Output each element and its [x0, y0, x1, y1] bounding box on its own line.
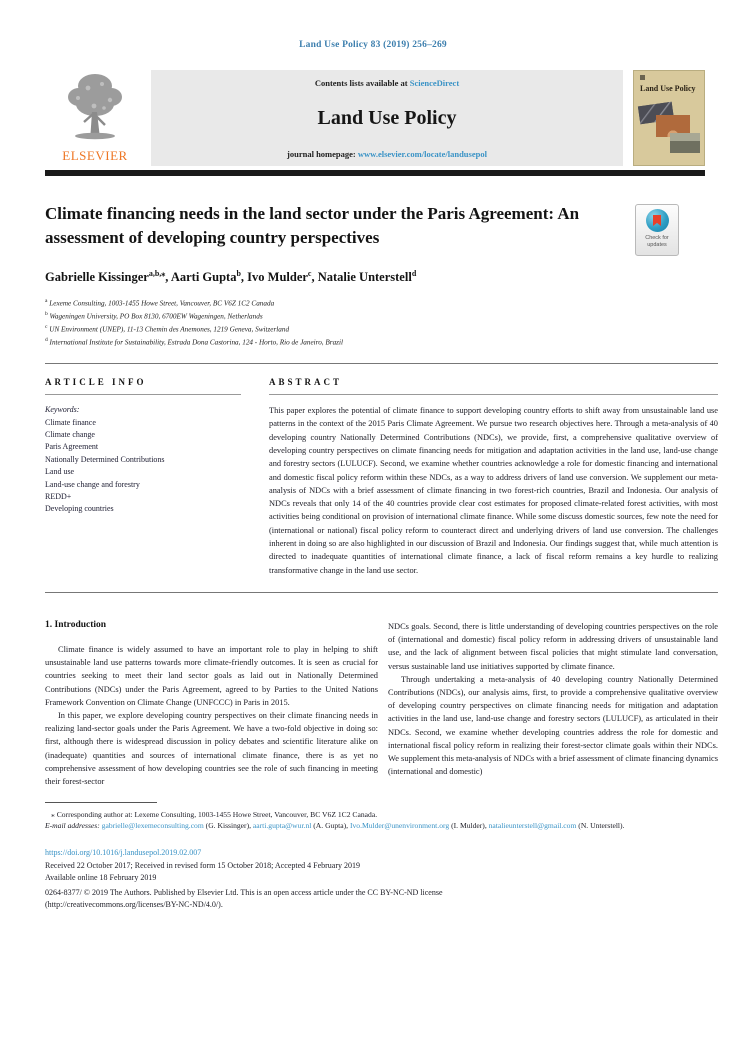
elsevier-tree-icon	[64, 70, 126, 147]
email-note: (I. Mulder),	[449, 821, 489, 831]
keyword: Land use	[45, 467, 75, 477]
affiliation-text: Wageningen University, PO Box 8130, 6700EW Wageningen, Netherlands	[49, 312, 263, 321]
email-note: (G. Kissinger),	[203, 821, 253, 831]
affiliations	[45, 296, 718, 348]
abstract-section	[269, 377, 718, 577]
doi-link[interactable]: https://doi.org/10.1016/j.landusepol.2019.02.007	[45, 848, 202, 858]
affiliation	[45, 296, 718, 309]
crossmark-icon	[646, 209, 669, 232]
affiliation-sup: a	[45, 298, 48, 305]
elsevier-wordmark: ELSEVIER	[62, 148, 128, 163]
contents-line	[155, 78, 619, 88]
affiliation	[45, 322, 718, 335]
received-dates: Received 22 October 2017; Received in revised form 15 October 2018; Accepted 4 February 2019	[45, 861, 361, 871]
journal-header	[45, 70, 705, 166]
journal-citation: Land Use Policy 83 (2019) 256–269	[299, 40, 447, 50]
journal-homepage-link[interactable]: www.elsevier.com/locate/landusepol	[357, 149, 487, 159]
affiliation-sup: c	[45, 324, 48, 331]
email-addresses-line	[45, 820, 718, 831]
introduction-heading: 1. Introduction	[45, 619, 107, 630]
keyword: REDD+	[45, 491, 72, 501]
contents-prefix: Contents lists available at	[314, 78, 410, 88]
keywords-label: Keywords:	[45, 405, 80, 415]
license-line: (http://creativecommons.org/licenses/BY-NC-ND/4.0/).	[45, 900, 223, 910]
email-link[interactable]: Ivo.Mulder@unenvironment.org	[349, 821, 450, 831]
author	[45, 270, 171, 284]
corresponding-author-note: ⁎ Corresponding author at: Lexeme Consulting, 1003-1455 Howe Street, Vancouver, BC V6Z 1C2 Canada.	[51, 810, 378, 820]
cover-title: Land Use Policy	[640, 84, 696, 93]
article-info-section	[45, 377, 241, 577]
section-divider	[45, 592, 718, 593]
email-link[interactable]: natalieunterstell@gmail.com	[488, 821, 577, 831]
affiliation	[45, 335, 718, 348]
author-sup: a,b,⁎	[148, 269, 166, 278]
author-line	[45, 269, 718, 285]
intro-paragraph: Through undertaking a meta-analysis of 40 developing country Nationally Determined Contributions (NDCs), our analysis aims, first, to provide a comprehensive qualitative overview of developing country perspectives on climate financing needs for mitigation and adaptation activities in the land use, land-use change and forestry sectors (LULUCF), as articulated in their NDCs. Second, we examine whether developing countries address the role for domestic and international fiscal policy reform in realizing their forest-sector climate goals within their NDCs. We supplement this meta-analysis of NDCs with a brief assessment of climate financing dynamics (international and domestic)	[388, 674, 718, 777]
keyword: Land-use change and forestry	[45, 479, 140, 489]
check-for-updates-label: Check for updates	[645, 235, 669, 248]
cover-image	[670, 133, 700, 153]
section-divider	[45, 363, 718, 364]
homepage-line	[155, 149, 619, 159]
intro-paragraph: NDCs goals. Second, there is little understanding of developing countries perspectives on the role of (international and domestic) fiscal policy reform in addressing drivers of unsustainable land use, and the lack of alignment between fiscal policies that might stimulate land conversation, versus sustainable land use initiatives supported by climate finance.	[388, 621, 718, 671]
author-sup: b	[236, 269, 241, 278]
keyword: Climate change	[45, 429, 95, 439]
affiliation-text: International Institute for Sustainability, Estrada Dona Castorina, 124 - Horto, Rio de Janeiro, Brazil	[49, 338, 343, 347]
email-link[interactable]: aarti.gupta@wur.nl	[252, 821, 312, 831]
author-sup: d	[411, 269, 417, 278]
article-footer	[45, 847, 718, 911]
intro-paragraph: Climate finance is widely assumed to have an important role to play in helping to shift unsustainable land use patterns towards more climate-friendly outcomes. It is seen as crucial for countries seeking to meet their land sector goals as laid out in Nationally Determined Contributions (NDCs) under the Paris Agreement, agreed to by Parties to the United Nations Framework Convention on Climate Change (UNFCCC) in Paris in 2015.	[45, 644, 378, 707]
affiliation	[45, 309, 718, 322]
keyword: Developing countries	[45, 504, 114, 514]
author-name: Aarti Gupta	[170, 270, 237, 285]
author-name: Gabrielle Kissinger	[45, 270, 149, 285]
journal-title: Land Use Policy	[317, 107, 457, 129]
email-note: (A. Gupta),	[311, 821, 350, 831]
cover-publisher-mark-icon	[640, 75, 645, 80]
introduction-section	[45, 620, 718, 788]
footnote-block	[45, 809, 718, 831]
intro-paragraph: In this paper, we explore developing country perspectives on their climate financing needs in realizing land-sector goals under the Paris Agreement. We have a two-fold objective in doing so: first, although there is widespread discussion in policy debates and scientific literature alike on (inadequate) quantities and sources of international climate finance, there is as yet no comprehensive assessment of how developing countries see the role of such financing in meeting their forest-sector	[45, 710, 378, 786]
journal-cover-thumbnail	[633, 70, 705, 166]
affiliation-sup: d	[45, 337, 48, 344]
elsevier-logo	[45, 70, 145, 166]
keyword: Climate finance	[45, 417, 96, 427]
paper-title: Climate financing needs in the land sector under the Paris Agreement: An assessment of developing country perspectives	[45, 204, 580, 247]
affiliation-text: UN Environment (UNEP), 11-13 Chemin des Anemones, 1219 Geneva, Switzerland	[49, 325, 290, 334]
affiliation-text: Lexeme Consulting, 1003-1455 Howe Street, Vancouver, BC V6Z 1C2 Canada	[49, 299, 275, 308]
article-info-heading: ARTICLE INFO	[45, 377, 147, 388]
email-label: E-mail addresses:	[45, 821, 100, 831]
author-sep: ,	[165, 270, 171, 285]
journal-banner	[151, 70, 623, 166]
abstract-rule	[269, 394, 718, 395]
author-name: Natalie Unterstell	[317, 270, 412, 285]
abstract-text: This paper explores the potential of climate finance to support developing country efforts to shift away from unsustainable land use patterns in the context of the 2015 Paris Climate Agreement. We pursue two research objectives here. Through a meta-analysis of 40 developing country Nationally Determined Contributions (NDCs), we provide, first, a comprehensive qualitative overview of developing country perspectives on climate financing needs for mitigation and adaptation activities in the land use, land-use change and forestry sectors (LULUCF). Second, we examine whether countries acknowledge a role for domestic financing and international and domestic fiscal policy reform within these NDCs, as a way to address drivers of land use conversion. We supplement our meta-analysis of NDCs with a brief assessment of climate financing in two forest-rich countries, Brazil and Indonesia. Our analysis of NDCs reveals that only 14 of the 40 countries provide clear cost estimates for proposed climate-related forest activities, with most activities being conditional on provision of international climate finance. While some discuss domestic sources, few note the need for (international or national) fiscal policy reform to counteract direct and underlying drivers of land use conversion. The challenges inherent in doing so are also highlighted in our discussion of Brazil and Indonesia. Our findings suggest that, while much attention is directed to inadequate quantities of international climate finance, a lack of fiscal reform remains a key hurdle to realizing transformative change in the land use sector.	[269, 406, 718, 575]
footnote-divider	[45, 802, 157, 803]
author	[171, 270, 247, 284]
affiliation-sup: b	[45, 311, 48, 318]
keyword: Nationally Determined Contributions	[45, 454, 165, 464]
abstract-heading: ABSTRACT	[269, 377, 343, 388]
author-sep: ,	[311, 270, 318, 285]
author	[318, 270, 417, 284]
author-sep: ,	[240, 270, 248, 285]
available-online: Available online 18 February 2019	[45, 873, 157, 883]
homepage-prefix: journal homepage:	[287, 149, 358, 159]
author	[247, 270, 318, 284]
intro-left-column	[45, 620, 378, 788]
header-divider	[45, 170, 705, 176]
email-link[interactable]: gabrielle@lexemeconsulting.com	[101, 821, 204, 831]
journal-article-page	[0, 40, 746, 1040]
bookmark-flag-icon	[653, 215, 661, 226]
sciencedirect-link[interactable]: ScienceDirect	[409, 78, 460, 88]
article-info-rule	[45, 394, 241, 395]
intro-right-column	[388, 620, 718, 788]
author-name: Ivo Mulder	[247, 270, 308, 285]
author-sup: c	[307, 269, 312, 278]
check-for-updates-badge[interactable]	[635, 204, 679, 256]
email-note: (N. Unterstell).	[576, 821, 625, 831]
keyword: Paris Agreement	[45, 442, 99, 452]
copyright-line: 0264-8377/ © 2019 The Authors. Published by Elsevier Ltd. This is an open access article under the CC BY-NC-ND license	[45, 888, 443, 898]
